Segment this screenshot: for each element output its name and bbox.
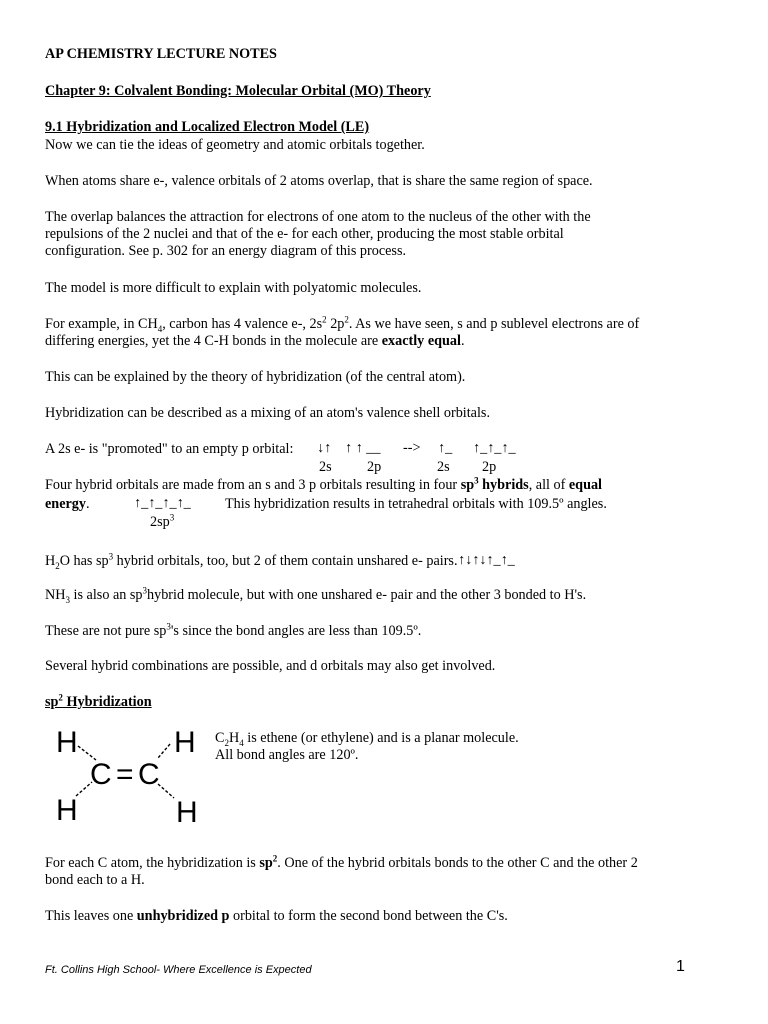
paragraph-4: The model is more difficult to explain with polyatomic molecules. — [45, 280, 422, 296]
footer-school: Ft. Collins High School- Where Excellence is Expected — [45, 964, 312, 976]
hydrogen-atom-bottom-right: H — [176, 796, 198, 827]
carbon-atom-left: C — [90, 758, 112, 791]
paragraph-15: This leaves one unhybridized p orbital to form the second bond between the C's. — [45, 908, 508, 924]
paragraph-7: Hybridization can be described as a mixing of an atom's valence shell orbitals. — [45, 405, 490, 421]
ethene-line-1: $C_2H_4$ is ethene (or ethylene) and is a planar molecule. — [215, 730, 519, 748]
paragraph-12: These are not pure $sp^3's$ since the bond angles are less than 109.5º. — [45, 621, 422, 639]
doc-title: AP CHEMISTRY LECTURE NOTES — [45, 46, 277, 62]
label-2p-before: 2p — [367, 459, 382, 475]
paragraph-10: $H_2O$ has $sp^3$ hybrid orbitals, too, but 2 of them contain unshared e- pairs. — [45, 551, 458, 571]
hydrogen-atom-top-left: H — [56, 726, 78, 759]
paragraph-9-line-1: Four hybrid orbitals are made from an s and 3 p orbitals resulting in four $sp^3$ hybrids, all of equal — [45, 475, 602, 493]
paragraph-14-line-1: For each C atom, the hybridization is $sp^2$. One of the hybrid orbitals bonds to the other C and the other 2 — [45, 853, 638, 871]
carbon-atom-right: C — [138, 758, 160, 791]
water-orbitals: ↑↓↑↓↑_↑_ — [458, 552, 515, 568]
hydrogen-atom-top-right: H — [174, 726, 196, 759]
bond-top-right — [158, 744, 170, 758]
paragraph-13: Several hybrid combinations are possible, and d orbitals may also get involved. — [45, 658, 496, 674]
label-2p-after: 2p — [482, 459, 497, 475]
promotion-arrow: --> — [403, 440, 421, 456]
label-2sp3: $2sp^3$ — [150, 512, 175, 530]
promotion-text: A 2s e- is "promoted" to an empty p orbital: — [45, 441, 294, 457]
orbital-after-2s: ↑_ — [438, 440, 453, 456]
sp3-orbitals: ↑_↑_↑_↑_ — [134, 495, 191, 511]
paragraph-6: This can be explained by the theory of hybridization (of the central atom). — [45, 369, 466, 385]
orbital-before-2s: ↓↑ — [317, 440, 332, 456]
paragraph-3-line-3: configuration. See p. 302 for an energy diagram of this process. — [45, 243, 407, 259]
sp2-heading: $sp^2$ Hybridization — [45, 692, 152, 710]
paragraph-5-line-2: differing energies, yet the 4 C-H bonds in the molecule are exactly equal. — [45, 333, 465, 349]
paragraph-2: When atoms share e-, valence orbitals of 2 atoms overlap, that is share the same region of space. — [45, 173, 593, 189]
label-2s-after: 2s — [437, 459, 450, 475]
label-2s-before: 2s — [319, 459, 332, 475]
page-number: 1 — [676, 958, 685, 975]
chapter-heading: Chapter 9: Colvalent Bonding: Molecular Orbital (MO) Theory — [45, 83, 431, 99]
orbital-before-2p: ↑ ↑ __ — [345, 440, 381, 456]
ethene-line-2: All bond angles are 120º. — [215, 747, 359, 763]
orbital-after-2p: ↑_↑_↑_ — [473, 440, 516, 456]
ethene-structure-diagram — [52, 722, 202, 827]
paragraph-9-line-2: energy. — [45, 496, 90, 512]
paragraph-11: $NH_3$ is also an $sp^3hybrid$ molecule, but with one unshared e- pair and the other 3 bonded to H's. — [45, 585, 587, 605]
bond-bottom-right — [158, 784, 174, 798]
section-heading: 9.1 Hybridization and Localized Electron Model (LE) — [45, 119, 370, 135]
double-bond: = — [116, 758, 134, 791]
paragraph-5-line-1: For example, in $CH_4$, carbon has 4 valence e-, $2s^2$ $2p^2$. As we have seen, s and p sublevel electrons are of — [45, 314, 640, 334]
paragraph-14-line-2: bond each to a H. — [45, 872, 145, 888]
hydrogen-atom-bottom-left: H — [56, 794, 78, 827]
paragraph-3-line-1: The overlap balances the attraction for electrons of one atom to the nucleus of the other with the — [45, 209, 591, 225]
tetrahedral-text: This hybridization results in tetrahedral orbitals with 109.5º angles. — [225, 496, 607, 512]
paragraph-1: Now we can tie the ideas of geometry and atomic orbitals together. — [45, 137, 425, 153]
paragraph-3-line-2: repulsions of the 2 nuclei and that of the e- for each other, producing the most stable orbital — [45, 226, 564, 242]
